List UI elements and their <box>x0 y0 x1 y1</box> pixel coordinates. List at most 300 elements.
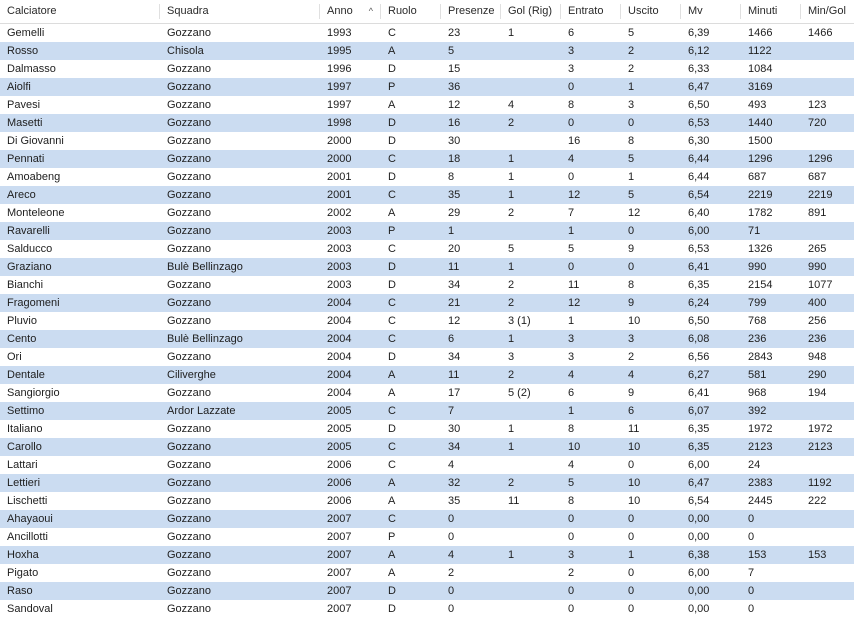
cell-entrato: 1 <box>568 405 575 417</box>
cell-entrato: 16 <box>568 135 581 147</box>
cell-uscito: 2 <box>628 63 635 75</box>
cell-uscito: 0 <box>628 585 635 597</box>
cell-entrato: 5 <box>568 477 575 489</box>
cell-presenze: 17 <box>448 387 461 399</box>
cell-uscito: 10 <box>628 477 641 489</box>
cell-min-gol: 891 <box>808 207 827 219</box>
cell-entrato: 0 <box>568 117 575 129</box>
table-row[interactable] <box>0 528 854 546</box>
cell-anno: 2003 <box>327 243 352 255</box>
cell-squadra: Gozzano <box>167 207 212 219</box>
cell-entrato: 4 <box>568 369 575 381</box>
cell-gol-rig <box>501 132 561 150</box>
cell-minuti: 968 <box>748 387 767 399</box>
cell-minuti: 1122 <box>748 45 772 57</box>
cell-gol-rig: 1 <box>508 441 515 453</box>
cell-uscito: 9 <box>628 387 635 399</box>
column-header-label: Anno <box>327 5 353 17</box>
cell-presenze: 29 <box>448 207 461 219</box>
cell-anno: 2003 <box>327 261 352 273</box>
cell-minuti: 2219 <box>748 189 773 201</box>
cell-min-gol: 687 <box>808 171 827 183</box>
cell-gol-rig <box>501 222 561 240</box>
cell-uscito: 4 <box>628 369 635 381</box>
cell-mv: 0,00 <box>688 513 710 525</box>
cell-ruolo: D <box>388 117 396 129</box>
cell-entrato: 0 <box>568 81 575 93</box>
cell-ruolo: A <box>388 549 396 561</box>
cell-minuti: 1296 <box>748 153 773 165</box>
cell-presenze: 11 <box>448 261 460 273</box>
cell-anno: 2000 <box>327 153 352 165</box>
cell-min-gol <box>801 78 854 96</box>
column-header-label: Min/Gol <box>808 5 846 17</box>
cell-mv: 6,00 <box>688 459 710 471</box>
cell-presenze: 35 <box>448 495 461 507</box>
table-header <box>0 0 854 24</box>
table-row[interactable] <box>0 474 854 492</box>
cell-squadra: Gozzano <box>167 603 212 615</box>
cell-minuti: 153 <box>748 549 767 561</box>
cell-gol-rig <box>501 564 561 582</box>
cell-squadra: Gozzano <box>167 513 212 525</box>
table-row[interactable] <box>0 348 854 366</box>
cell-gol-rig: 11 <box>508 495 520 507</box>
cell-uscito: 0 <box>628 603 635 615</box>
cell-calciatore: Lischetti <box>7 495 48 507</box>
cell-calciatore: Lettieri <box>7 477 41 489</box>
cell-calciatore: Carollo <box>7 441 42 453</box>
table-row[interactable] <box>0 600 854 618</box>
cell-squadra: Gozzano <box>167 117 212 129</box>
cell-min-gol: 1192 <box>808 477 832 489</box>
column-header-label: Uscito <box>628 5 659 17</box>
cell-uscito: 6 <box>628 405 635 417</box>
cell-gol-rig <box>501 402 561 420</box>
column-header-uscito[interactable] <box>621 0 681 23</box>
cell-minuti: 3169 <box>748 81 773 93</box>
cell-anno: 2001 <box>327 171 352 183</box>
cell-minuti: 1326 <box>748 243 773 255</box>
cell-uscito: 12 <box>628 207 641 219</box>
cell-gol-rig <box>501 582 561 600</box>
cell-anno: 2004 <box>327 387 352 399</box>
cell-uscito: 0 <box>628 567 635 579</box>
cell-min-gol: 948 <box>808 351 827 363</box>
cell-ruolo: P <box>388 225 396 237</box>
table-row[interactable] <box>0 582 854 600</box>
table-row[interactable] <box>0 312 854 330</box>
cell-squadra: Gozzano <box>167 135 212 147</box>
cell-mv: 0,00 <box>688 603 710 615</box>
cell-ruolo: D <box>388 63 396 75</box>
cell-ruolo: C <box>388 27 396 39</box>
cell-presenze: 18 <box>448 153 461 165</box>
column-header-gol-rig[interactable] <box>501 0 561 23</box>
cell-minuti: 768 <box>748 315 767 327</box>
cell-presenze: 34 <box>448 441 461 453</box>
cell-min-gol: 2219 <box>808 189 833 201</box>
cell-calciatore: Bianchi <box>7 279 44 291</box>
cell-min-gol: 290 <box>808 369 827 381</box>
cell-anno: 2003 <box>327 225 352 237</box>
table-row[interactable] <box>0 186 854 204</box>
cell-calciatore: Ancillotti <box>7 531 48 543</box>
cell-presenze: 23 <box>448 27 461 39</box>
cell-mv: 6,38 <box>688 549 710 561</box>
cell-entrato: 8 <box>568 99 575 111</box>
cell-anno: 2007 <box>327 567 352 579</box>
cell-uscito: 9 <box>628 243 635 255</box>
cell-squadra: Gozzano <box>167 63 212 75</box>
table-row[interactable] <box>0 402 854 420</box>
cell-mv: 0,00 <box>688 585 710 597</box>
cell-minuti: 1972 <box>748 423 773 435</box>
cell-entrato: 8 <box>568 495 575 507</box>
cell-uscito: 5 <box>628 27 635 39</box>
cell-calciatore: Graziano <box>7 261 52 273</box>
cell-calciatore: Fragomeni <box>7 297 60 309</box>
cell-entrato: 3 <box>568 351 575 363</box>
table-row[interactable] <box>0 510 854 528</box>
cell-squadra: Gozzano <box>167 351 212 363</box>
cell-squadra: Gozzano <box>167 315 212 327</box>
cell-entrato: 3 <box>568 549 575 561</box>
table-row[interactable] <box>0 222 854 240</box>
column-header-calciatore[interactable] <box>0 0 160 23</box>
table-row[interactable] <box>0 24 854 42</box>
cell-min-gol: 236 <box>808 333 827 345</box>
cell-min-gol: 2123 <box>808 441 833 453</box>
cell-anno: 2007 <box>327 513 352 525</box>
cell-minuti: 1084 <box>748 63 773 75</box>
table-row[interactable] <box>0 204 854 222</box>
cell-entrato: 3 <box>568 333 575 345</box>
table-row[interactable] <box>0 384 854 402</box>
cell-mv: 6,12 <box>688 45 710 57</box>
cell-calciatore: Gemelli <box>7 27 45 39</box>
cell-min-gol: 265 <box>808 243 827 255</box>
cell-presenze: 30 <box>448 135 461 147</box>
cell-anno: 2007 <box>327 531 352 543</box>
cell-ruolo: A <box>388 369 396 381</box>
cell-mv: 6,27 <box>688 369 710 381</box>
table-row[interactable] <box>0 96 854 114</box>
cell-gol-rig: 5 (2) <box>508 387 531 399</box>
cell-entrato: 6 <box>568 27 575 39</box>
cell-mv: 6,50 <box>688 315 710 327</box>
cell-presenze: 4 <box>448 459 455 471</box>
table-row[interactable] <box>0 420 854 438</box>
cell-ruolo: D <box>388 171 396 183</box>
cell-mv: 6,53 <box>688 117 710 129</box>
table-row[interactable] <box>0 42 854 60</box>
cell-entrato: 1 <box>568 315 575 327</box>
cell-uscito: 0 <box>628 459 635 471</box>
cell-squadra: Gozzano <box>167 225 212 237</box>
cell-squadra: Gozzano <box>167 387 212 399</box>
cell-entrato: 2 <box>568 567 575 579</box>
table-row[interactable] <box>0 330 854 348</box>
cell-min-gol: 1466 <box>808 27 833 39</box>
cell-presenze: 11 <box>448 369 460 381</box>
column-header-label: Mv <box>688 5 703 17</box>
cell-squadra: Gozzano <box>167 531 212 543</box>
cell-ruolo: C <box>388 459 396 471</box>
cell-ruolo: D <box>388 423 396 435</box>
cell-presenze: 21 <box>448 297 461 309</box>
cell-entrato: 0 <box>568 585 575 597</box>
cell-squadra: Gozzano <box>167 459 212 471</box>
cell-mv: 6,53 <box>688 243 710 255</box>
cell-anno: 2004 <box>327 351 352 363</box>
cell-minuti: 1440 <box>748 117 773 129</box>
cell-anno: 2004 <box>327 333 352 345</box>
cell-ruolo: C <box>388 441 396 453</box>
table-row[interactable] <box>0 276 854 294</box>
cell-minuti: 1782 <box>748 207 773 219</box>
column-header-label: Squadra <box>167 5 209 17</box>
table-body <box>0 24 854 618</box>
cell-entrato: 0 <box>568 603 575 615</box>
cell-ruolo: C <box>388 315 396 327</box>
cell-mv: 6,47 <box>688 477 710 489</box>
cell-min-gol: 194 <box>808 387 827 399</box>
cell-minuti: 0 <box>748 603 755 615</box>
table-row[interactable] <box>0 438 854 456</box>
cell-gol-rig: 1 <box>508 549 515 561</box>
cell-presenze: 5 <box>448 45 455 57</box>
cell-min-gol: 123 <box>808 99 827 111</box>
table-row[interactable] <box>0 150 854 168</box>
cell-ruolo: A <box>388 477 396 489</box>
column-header-anno[interactable] <box>320 0 381 23</box>
cell-gol-rig: 3 <box>508 351 515 363</box>
table-row[interactable] <box>0 546 854 564</box>
cell-min-gol <box>801 456 854 474</box>
column-header-label: Gol (Rig) <box>508 5 553 17</box>
cell-squadra: Gozzano <box>167 477 212 489</box>
cell-calciatore: Pluvio <box>7 315 37 327</box>
table-row[interactable] <box>0 294 854 312</box>
cell-calciatore: Dentale <box>7 369 45 381</box>
cell-uscito: 0 <box>628 225 635 237</box>
cell-uscito: 8 <box>628 279 635 291</box>
cell-minuti: 581 <box>748 369 767 381</box>
cell-presenze: 16 <box>448 117 461 129</box>
cell-entrato: 0 <box>568 171 575 183</box>
cell-mv: 6,35 <box>688 441 710 453</box>
cell-ruolo: D <box>388 603 396 615</box>
cell-anno: 2005 <box>327 441 352 453</box>
cell-minuti: 687 <box>748 171 767 183</box>
cell-anno: 2000 <box>327 135 352 147</box>
cell-gol-rig: 1 <box>508 189 515 201</box>
cell-gol-rig: 2 <box>508 207 515 219</box>
cell-calciatore: Di Giovanni <box>7 135 64 147</box>
table-row[interactable] <box>0 132 854 150</box>
cell-uscito: 5 <box>628 189 635 201</box>
cell-anno: 1993 <box>327 27 352 39</box>
cell-presenze: 6 <box>448 333 455 345</box>
column-header-min-gol[interactable] <box>801 0 854 23</box>
table-row[interactable] <box>0 456 854 474</box>
cell-calciatore: Pavesi <box>7 99 41 111</box>
cell-uscito: 3 <box>628 333 635 345</box>
cell-calciatore: Lattari <box>7 459 38 471</box>
cell-min-gol <box>801 222 854 240</box>
column-header-squadra[interactable] <box>160 0 320 23</box>
cell-calciatore: Rosso <box>7 45 39 57</box>
cell-entrato: 3 <box>568 63 575 75</box>
table-row[interactable] <box>0 258 854 276</box>
table-row[interactable] <box>0 168 854 186</box>
cell-anno: 2007 <box>327 585 352 597</box>
cell-minuti: 799 <box>748 297 767 309</box>
table-row[interactable] <box>0 60 854 78</box>
cell-presenze: 0 <box>448 603 455 615</box>
cell-ruolo: C <box>388 243 396 255</box>
cell-presenze: 34 <box>448 279 461 291</box>
cell-ruolo: C <box>388 333 396 345</box>
cell-anno: 2001 <box>327 189 352 201</box>
cell-anno: 2007 <box>327 603 352 615</box>
cell-minuti: 990 <box>748 261 767 273</box>
cell-uscito: 10 <box>628 495 641 507</box>
cell-gol-rig: 2 <box>508 117 515 129</box>
column-header-label: Entrato <box>568 5 604 17</box>
column-header-ruolo[interactable] <box>381 0 441 23</box>
cell-squadra: Gozzano <box>167 153 212 165</box>
column-header-entrato[interactable] <box>561 0 621 23</box>
cell-mv: 6,54 <box>688 495 710 507</box>
cell-mv: 6,44 <box>688 171 710 183</box>
cell-gol-rig <box>501 78 561 96</box>
cell-entrato: 1 <box>568 225 575 237</box>
cell-calciatore: Areco <box>7 189 36 201</box>
cell-mv: 6,35 <box>688 279 710 291</box>
cell-entrato: 0 <box>568 513 575 525</box>
table-row[interactable] <box>0 240 854 258</box>
cell-anno: 1997 <box>327 81 352 93</box>
table-row[interactable] <box>0 564 854 582</box>
cell-uscito: 0 <box>628 261 635 273</box>
cell-squadra: Gozzano <box>167 567 212 579</box>
cell-gol-rig <box>501 600 561 618</box>
cell-ruolo: D <box>388 261 396 273</box>
cell-calciatore: Sangiorgio <box>7 387 60 399</box>
cell-anno: 2002 <box>327 207 352 219</box>
cell-squadra: Gozzano <box>167 549 212 561</box>
cell-uscito: 11 <box>628 423 640 435</box>
cell-gol-rig <box>501 528 561 546</box>
cell-min-gol: 222 <box>808 495 827 507</box>
cell-minuti: 2154 <box>748 279 773 291</box>
cell-minuti: 7 <box>748 567 755 579</box>
column-header-presenze[interactable] <box>441 0 501 23</box>
cell-anno: 2004 <box>327 297 352 309</box>
cell-gol-rig: 2 <box>508 369 515 381</box>
cell-entrato: 12 <box>568 297 581 309</box>
cell-mv: 6,30 <box>688 135 710 147</box>
cell-min-gol: 256 <box>808 315 827 327</box>
cell-mv: 6,33 <box>688 63 710 75</box>
cell-gol-rig: 5 <box>508 243 515 255</box>
cell-entrato: 6 <box>568 387 575 399</box>
cell-mv: 6,08 <box>688 333 710 345</box>
column-header-minuti[interactable] <box>741 0 801 23</box>
cell-anno: 2004 <box>327 315 352 327</box>
cell-ruolo: C <box>388 153 396 165</box>
cell-minuti: 0 <box>748 585 755 597</box>
table-row[interactable] <box>0 78 854 96</box>
cell-entrato: 4 <box>568 153 575 165</box>
cell-presenze: 12 <box>448 315 461 327</box>
cell-squadra: Gozzano <box>167 99 212 111</box>
cell-anno: 2005 <box>327 423 352 435</box>
cell-presenze: 2 <box>448 567 455 579</box>
cell-mv: 6,47 <box>688 81 710 93</box>
cell-min-gol: 1296 <box>808 153 833 165</box>
cell-gol-rig: 1 <box>508 261 515 273</box>
cell-gol-rig: 1 <box>508 153 515 165</box>
cell-calciatore: Aiolfi <box>7 81 31 93</box>
cell-gol-rig: 4 <box>508 99 515 111</box>
cell-gol-rig <box>501 510 561 528</box>
cell-presenze: 0 <box>448 585 455 597</box>
cell-squadra: Chisola <box>167 45 204 57</box>
cell-minuti: 24 <box>748 459 761 471</box>
cell-calciatore: Cento <box>7 333 37 345</box>
table-row[interactable] <box>0 114 854 132</box>
cell-squadra: Gozzano <box>167 297 212 309</box>
cell-min-gol: 1972 <box>808 423 833 435</box>
cell-mv: 6,44 <box>688 153 710 165</box>
cell-calciatore: Sandoval <box>7 603 53 615</box>
cell-uscito: 10 <box>628 441 641 453</box>
table-row[interactable] <box>0 366 854 384</box>
cell-presenze: 35 <box>448 189 461 201</box>
cell-ruolo: A <box>388 495 396 507</box>
cell-gol-rig: 2 <box>508 297 515 309</box>
cell-min-gol: 400 <box>808 297 827 309</box>
cell-entrato: 11 <box>568 279 580 291</box>
cell-squadra: Gozzano <box>167 495 212 507</box>
cell-gol-rig: 1 <box>508 171 515 183</box>
table-row[interactable] <box>0 492 854 510</box>
cell-squadra: Gozzano <box>167 81 212 93</box>
cell-min-gol <box>801 600 854 618</box>
cell-gol-rig: 2 <box>508 279 515 291</box>
cell-minuti: 2123 <box>748 441 773 453</box>
cell-mv: 6,24 <box>688 297 710 309</box>
cell-minuti: 71 <box>748 225 761 237</box>
cell-ruolo: D <box>388 135 396 147</box>
column-header-label: Calciatore <box>7 5 57 17</box>
cell-entrato: 12 <box>568 189 581 201</box>
cell-calciatore: Raso <box>7 585 33 597</box>
cell-calciatore: Hoxha <box>7 549 39 561</box>
cell-ruolo: A <box>388 45 396 57</box>
cell-presenze: 36 <box>448 81 461 93</box>
sort-ascending-icon: ^ <box>368 6 373 16</box>
column-header-mv[interactable] <box>681 0 741 23</box>
cell-minuti: 2445 <box>748 495 773 507</box>
cell-mv: 6,40 <box>688 207 710 219</box>
cell-minuti: 0 <box>748 513 755 525</box>
cell-anno: 2005 <box>327 405 352 417</box>
cell-squadra: Bulè Bellinzago <box>167 261 243 273</box>
